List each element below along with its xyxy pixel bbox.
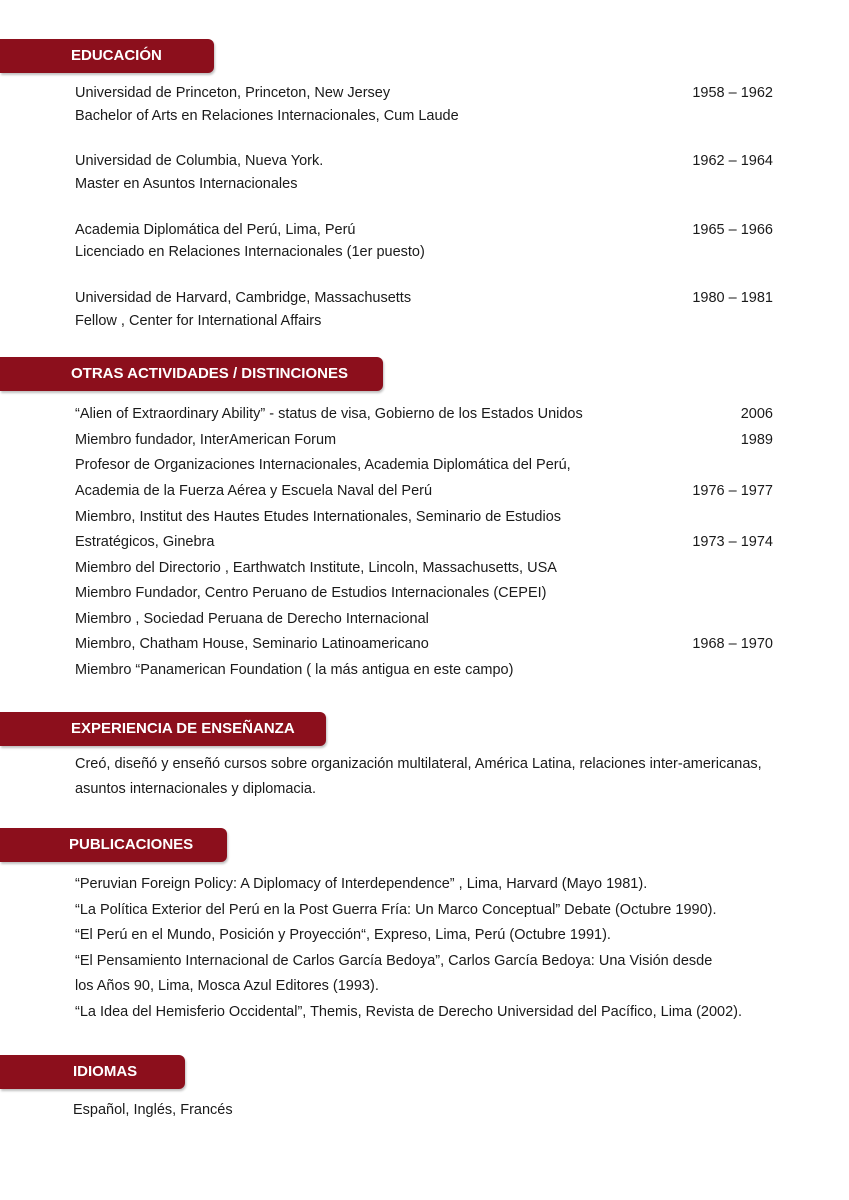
publication-item: “El Perú en el Mundo, Posición y Proyección“, Expreso, Lima, Perú (Octubre 1991). [75,927,611,943]
education-degree: Licenciado en Relaciones Internacionales (1er puesto) [75,244,425,260]
section-header-languages: IDIOMAS [0,1055,185,1089]
activity-item: Miembro “Panamerican Foundation ( la más antigua en este campo) [75,662,514,678]
activity-year: 1976 – 1977 [692,483,773,499]
education-institution: Universidad de Harvard, Cambridge, Massachusetts [75,290,412,306]
activity-year: 1973 – 1974 [692,534,773,550]
education-institution: Universidad de Princeton, Princeton, New Jersey [75,85,391,101]
education-degree: Bachelor of Arts en Relaciones Internacionales, Cum Laude [75,108,459,124]
publication-item: “Peruvian Foreign Policy: A Diplomacy of Interdependence” , Lima, Harvard (Mayo 1981). [75,876,648,892]
publication-item: “El Pensamiento Internacional de Carlos García Bedoya”, Carlos García Bedoya: Una Visión desde [75,953,713,969]
education-years: 1958 – 1962 [692,85,773,101]
education-institution: Universidad de Columbia, Nueva York. [75,153,324,169]
activity-item: Miembro Fundador, Centro Peruano de Estudios Internacionales (CEPEI) [75,585,547,601]
section-header-activities: OTRAS ACTIVIDADES / DISTINCIONES [0,357,383,391]
education-years: 1965 – 1966 [692,222,773,238]
languages-text: Español, Inglés, Francés [73,1102,233,1118]
activity-item: Miembro, Chatham House, Seminario Latinoamericano [75,636,429,652]
section-header-education: EDUCACIÓN [0,39,214,73]
activity-item: Profesor de Organizaciones Internacionales, Academia Diplomática del Perú, [75,457,571,473]
education-degree: Fellow , Center for International Affairs [75,313,322,329]
education-degree: Master en Asuntos Internacionales [75,176,298,192]
activity-item: Miembro , Sociedad Peruana de Derecho Internacional [75,611,429,627]
teaching-text: Creó, diseñó y enseñó cursos sobre organización multilateral, América Latina, relaciones inter-americanas, [75,756,762,772]
publication-item: “La Idea del Hemisferio Occidental”, Themis, Revista de Derecho Universidad del Pacífico, Lima (2002). [75,1004,743,1020]
activity-item: Academia de la Fuerza Aérea y Escuela Naval del Perú [75,483,433,499]
education-years: 1962 – 1964 [692,153,773,169]
activity-item: Estratégicos, Ginebra [75,534,215,550]
education-institution: Academia Diplomática del Perú, Lima, Perú [75,222,356,238]
activity-item: Miembro fundador, InterAmerican Forum [75,432,337,448]
activity-year: 1989 [740,432,773,448]
activity-item: Miembro, Institut des Hautes Etudes Internationales, Seminario de Estudios [75,509,562,525]
education-years: 1980 – 1981 [692,290,773,306]
activity-year: 1968 – 1970 [692,636,773,652]
activity-item: “Alien of Extraordinary Ability” - status de visa, Gobierno de los Estados Unidos [75,406,583,422]
teaching-text: asuntos internacionales y diplomacia. [75,781,316,797]
section-header-teaching: EXPERIENCIA DE ENSEÑANZA [0,712,326,746]
publication-item: “La Política Exterior del Perú en la Post Guerra Fría: Un Marco Conceptual” Debate (Octubre 1990). [75,902,717,918]
activity-item: Miembro del Directorio , Earthwatch Institute, Lincoln, Massachusetts, USA [75,560,557,576]
activity-year: 2006 [740,406,773,422]
publication-item: los Años 90, Lima, Mosca Azul Editores (1993). [75,978,379,994]
section-header-publications: PUBLICACIONES [0,828,227,862]
